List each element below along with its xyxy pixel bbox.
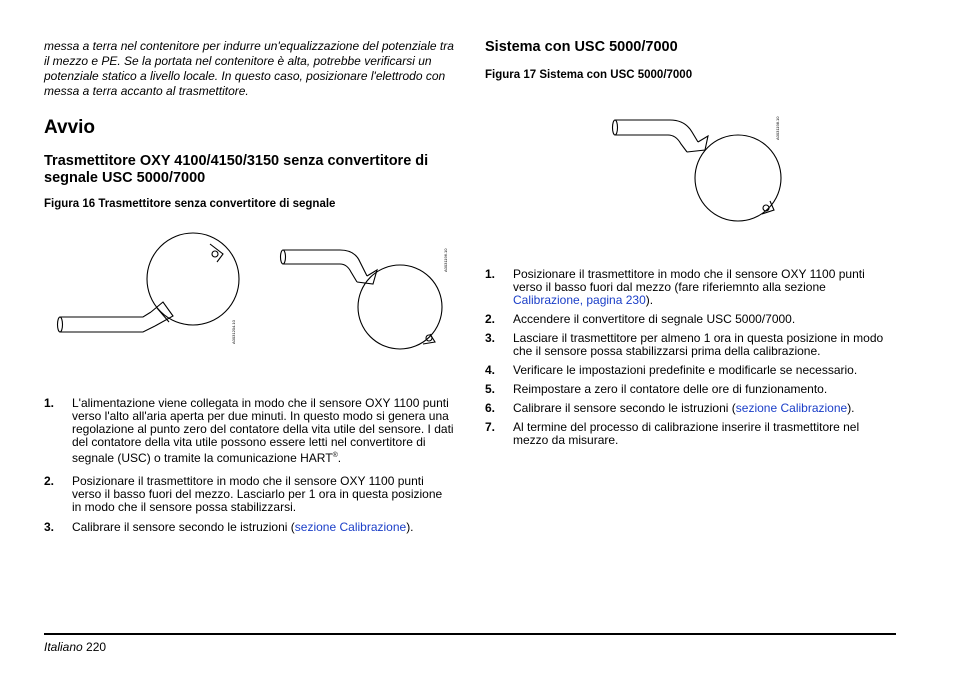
list-item: 4. Verificare le impostazioni predefinite e modificarle se necessario. [485, 363, 858, 377]
figure-17-drawing [610, 108, 790, 226]
list-item: 3. Calibrare il sensore secondo le istruzioni (sezione Calibrazione). [44, 520, 414, 534]
list-item: 3. Lasciare il trasmettitore per almeno 1 ora in questa posizione in modo che il sensore possa stabilizzarsi prima della calibrazione. [485, 331, 884, 358]
list-item: 1. L'alimentazione viene collegata in modo che il sensore OXY 1100 punti verso l'alto all'aria aperta per due minuti. In questo modo si genera una regolazione al punto zero del contatore della vita utile del sensore. I dati del contatore della vita utile possono essere letti nel convertitore di segnale (USC) o tramite la comunicazione HART®. [44, 396, 454, 465]
list-item: 1. Posizionare il trasmettitore in modo che il sensore OXY 1100 punti verso il basso fuori dal mezzo (fare riferiemnto alla sezione Calibrazione, pagina 230). [485, 267, 865, 307]
figure-code-c: A0031198.10 [775, 116, 780, 140]
list-item: 5. Reimpostare a zero il contatore delle ore di funzionamento. [485, 382, 828, 396]
subheading-system-usc: Sistema con USC 5000/7000 [485, 39, 678, 55]
list-item: 7. Al termine del processo di calibrazione inserire il trasmettitore nel mezzo da misurare. [485, 420, 860, 447]
right-steps-list [485, 268, 895, 447]
footer-rule [44, 633, 896, 635]
footer-language: Italiano [44, 640, 83, 654]
subheading-transmitter: Trasmettitore OXY 4100/4150/3150 senza convertitore di segnale USC 5000/7000 [44, 153, 429, 186]
calibration-page-link[interactable]: Calibrazione, pagina 230 [513, 293, 646, 307]
page-footer [44, 640, 106, 654]
figure-16-caption: Figura 16 Trasmettitore senza convertitore di segnale [44, 198, 336, 210]
calibration-section-link[interactable]: sezione Calibrazione [294, 520, 407, 534]
list-item: 6. Calibrare il sensore secondo le istruzioni (sezione Calibrazione). [485, 401, 855, 415]
figure-17-caption: Figura 17 Sistema con USC 5000/7000 [485, 69, 693, 81]
figure-code-b: A0031196.10 [443, 248, 448, 272]
calibration-section-link[interactable]: sezione Calibrazione [735, 401, 848, 415]
left-steps-list [44, 397, 454, 534]
figure-code-a: A0031204.10 [231, 320, 236, 344]
footer-page-number: 220 [86, 640, 107, 654]
list-item: 2. Accendere il convertitore di segnale USC 5000/7000. [485, 312, 796, 326]
intro-paragraph: messa a terra nel contenitore per indurre un'equalizzazione del potenziale tra il mezzo e PE. Se la portata nel contenitore è alta, potrebbe verificarsi un potenziale statico a livello locale. In questo caso, posizionare l'elettrodo con messa a terra accanto al trasmettitore. [44, 39, 454, 98]
section-heading-avvio: Avvio [44, 117, 96, 138]
list-item: 2. Posizionare il trasmettitore in modo che il sensore OXY 1100 punti verso il basso fuori del mezzo. Lasciarlo per 1 ora in questa posizione in modo che il sensore possa stabilizzarsi. [44, 474, 443, 514]
figure-16-drawing [55, 232, 455, 357]
